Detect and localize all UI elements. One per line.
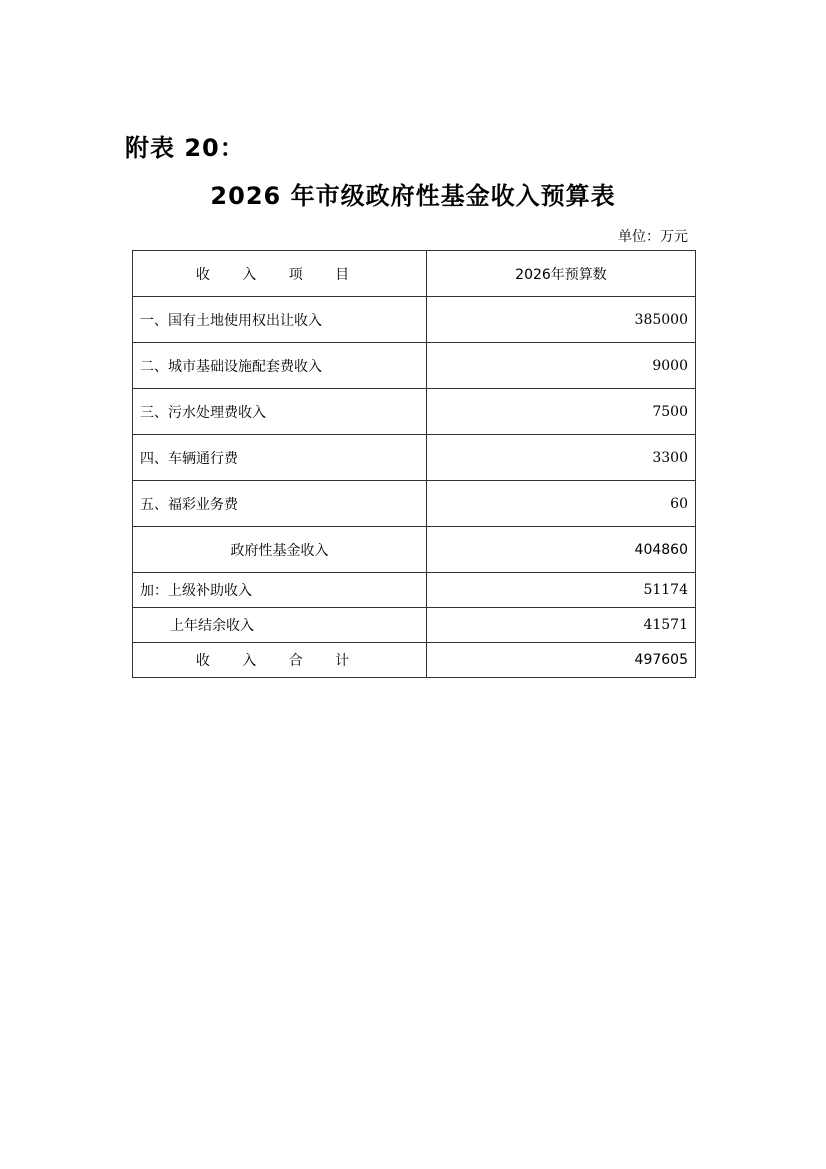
- total-value: 497605: [427, 643, 696, 678]
- row-label: 二、城市基础设施配套费收入: [133, 343, 427, 389]
- page-title: 2026 年市级政府性基金收入预算表: [210, 182, 616, 210]
- table-row: [133, 297, 696, 343]
- row-label: 一、国有土地使用权出让收入: [133, 297, 427, 343]
- row-value: 9000: [427, 343, 696, 389]
- table-row: [133, 481, 696, 527]
- subtotal-value: 404860: [427, 527, 696, 573]
- addition-label: 加：上级补助收入: [133, 573, 427, 608]
- addition-value: 41571: [427, 608, 696, 643]
- addition-row: [133, 608, 696, 643]
- table-row: [133, 389, 696, 435]
- appendix-label: 附表 20：: [125, 134, 245, 162]
- row-label: 四、车辆通行费: [133, 435, 427, 481]
- row-value: 385000: [427, 297, 696, 343]
- row-value: 7500: [427, 389, 696, 435]
- row-value: 3300: [427, 435, 696, 481]
- total-label: 收 入 合 计: [133, 643, 427, 678]
- addition-row: [133, 573, 696, 608]
- table-header-row: [133, 251, 696, 297]
- total-row: [133, 643, 696, 678]
- table-row: [133, 343, 696, 389]
- subtotal-row: [133, 527, 696, 573]
- unit-label: 单位：万元: [618, 229, 688, 245]
- addition-label: 上年结余收入: [133, 608, 427, 643]
- header-item: 收 入 项 目: [133, 251, 427, 297]
- row-label: 五、福彩业务费: [133, 481, 427, 527]
- subtotal-label: 政府性基金收入: [133, 527, 427, 573]
- budget-table: [132, 250, 696, 678]
- header-budget: 2026年预算数: [427, 251, 696, 297]
- table-row: [133, 435, 696, 481]
- addition-value: 51174: [427, 573, 696, 608]
- row-value: 60: [427, 481, 696, 527]
- row-label: 三、污水处理费收入: [133, 389, 427, 435]
